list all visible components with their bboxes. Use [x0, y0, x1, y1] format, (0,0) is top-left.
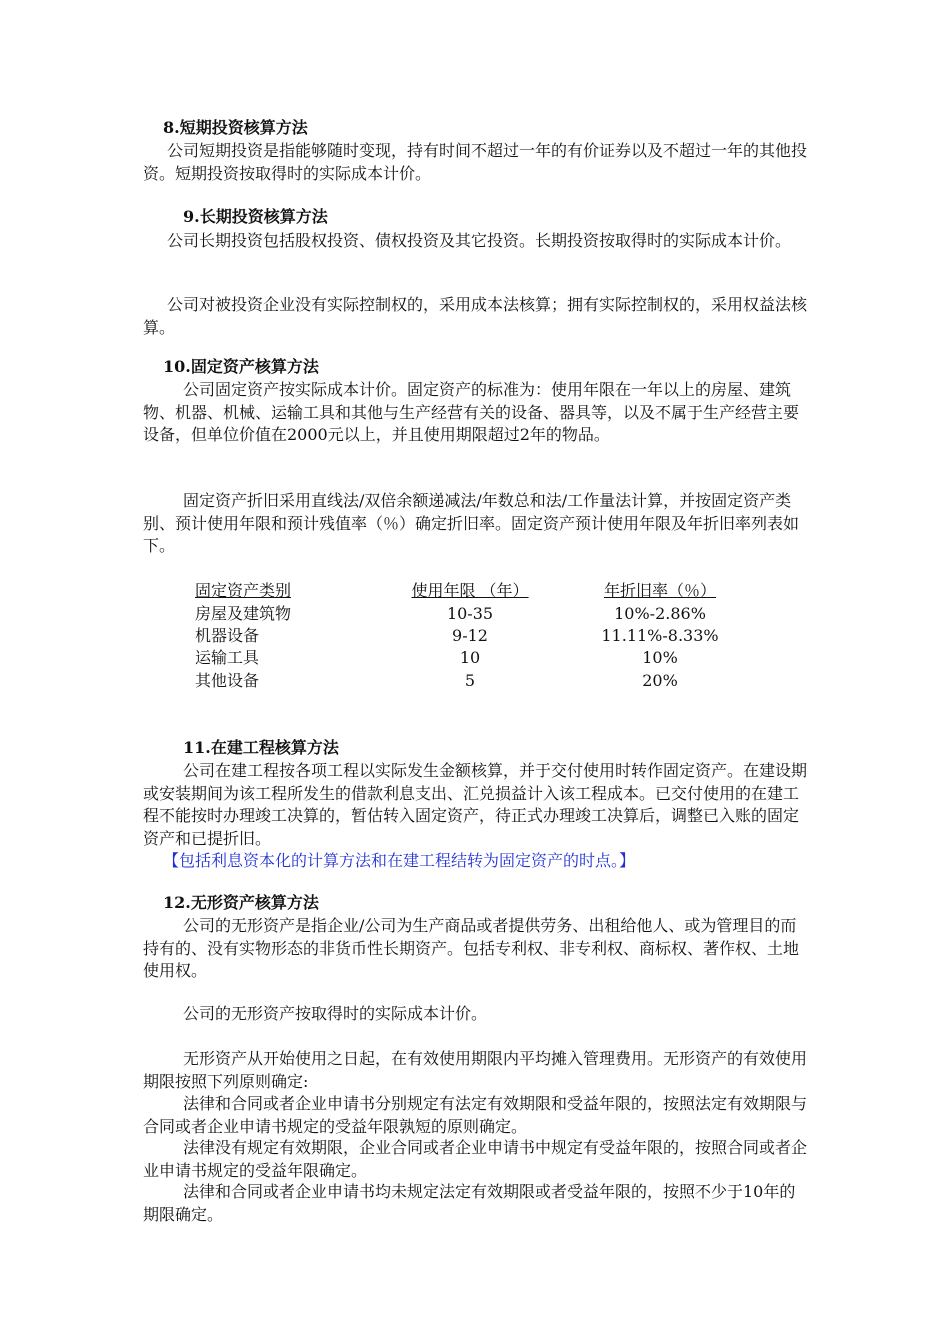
section-9-heading: 9.长期投资核算方法: [183, 207, 328, 226]
table-cell: 房屋及建筑物: [195, 604, 292, 623]
section-12-paragraph-4: 法律和合同或者企业申请书分别规定有法定有效期限和受益年限的，按照法定有效期限与合同或者企业申请书规定的受益年限孰短的原则确定。: [143, 1094, 808, 1136]
section-8-paragraph: 公司短期投资是指能够随时变现，持有时间不超过一年的有价证券以及不超过一年的其他投资。短期投资按取得时的实际成本计价。: [143, 141, 808, 183]
table-cell: 9-12: [452, 626, 488, 645]
table-header-category: 固定资产类别: [195, 581, 292, 600]
section-12-paragraph-1: 公司的无形资产是指企业/公司为生产商品或者提供劳务、出租给他人、或为管理目的而持有的、没有实物形态的非货币性长期资产。包括专利权、非专利权、商标权、著作权、土地使用权。: [143, 916, 800, 980]
section-11-paragraph: 公司在建工程按各项工程以实际发生金额核算，并于交付使用时转作固定资产。在建设期或安装期间为该工程所发生的借款利息支出、汇兑损益计入该工程成本。已交付使用的在建工程不能按时办理竣工决算的，暂估转入固定资产，待正式办理竣工决算后，调整已入账的固定资产和已提折旧。: [143, 761, 808, 848]
table-cell: 10: [459, 648, 481, 667]
table-cell: 5: [464, 671, 476, 690]
section-11-note: 【包括利息资本化的计算方法和在建工程结转为固定资产的时点。】: [163, 851, 636, 870]
table-cell: 10%: [642, 648, 678, 667]
table-row: [195, 670, 755, 692]
section-10-paragraph-1: 公司固定资产按实际成本计价。固定资产的标准为：使用年限在一年以上的房屋、建筑物、机器、机械、运输工具和其他与生产经营有关的设备、器具等，以及不属于生产经营主要设备，但单位价值在2000元以上，并且使用期限超过2年的物品。: [143, 380, 800, 444]
table-row: [195, 603, 755, 625]
table-cell: 机器设备: [195, 626, 260, 645]
section-10-heading: 10.固定资产核算方法: [163, 357, 319, 376]
table-header-row: [195, 580, 755, 602]
table-cell: 其他设备: [195, 671, 260, 690]
table-row: [195, 625, 755, 647]
section-10-paragraph-2: 固定资产折旧采用直线法/双倍余额递减法/年数总和法/工作量法计算，并按固定资产类别、预计使用年限和预计残值率（％）确定折旧率。固定资产预计使用年限及年折旧率列表如下。: [143, 491, 800, 555]
table-row: [195, 647, 755, 669]
table-cell: 20%: [642, 671, 678, 690]
table-cell: 11.11%-8.33%: [601, 626, 719, 645]
section-9-paragraph-1: 公司长期投资包括股权投资、债权投资及其它投资。长期投资按取得时的实际成本计价。: [167, 231, 792, 250]
section-12-paragraph-5: 法律没有规定有效期限，企业合同或者企业申请书中规定有受益年限的，按照合同或者企业申请书规定的受益年限确定。: [143, 1138, 808, 1180]
table-cell: 10-35: [446, 604, 494, 623]
section-9-paragraph-2: 公司对被投资企业没有实际控制权的，采用成本法核算；拥有实际控制权的，采用权益法核算。: [143, 295, 808, 337]
section-8-heading: 8.短期投资核算方法: [163, 118, 308, 137]
section-12-paragraph-3: 无形资产从开始使用之日起，在有效使用期限内平均摊入管理费用。无形资产的有效使用期限按照下列原则确定:: [143, 1049, 808, 1091]
table-cell: 运输工具: [195, 648, 260, 667]
table-header-years: 使用年限 （年）: [411, 581, 529, 600]
table-header-rate: 年折旧率（％）: [603, 581, 716, 600]
section-11-heading: 11.在建工程核算方法: [183, 738, 339, 757]
section-12-paragraph-6: 法律和合同或者企业申请书均未规定法定有效期限或者受益年限的，按照不少于10年的期限确定。: [143, 1182, 796, 1224]
section-12-heading: 12.无形资产核算方法: [163, 893, 319, 912]
table-cell: 10%-2.86%: [614, 604, 706, 623]
section-12-paragraph-2: 公司的无形资产按取得时的实际成本计价。: [183, 1004, 488, 1023]
